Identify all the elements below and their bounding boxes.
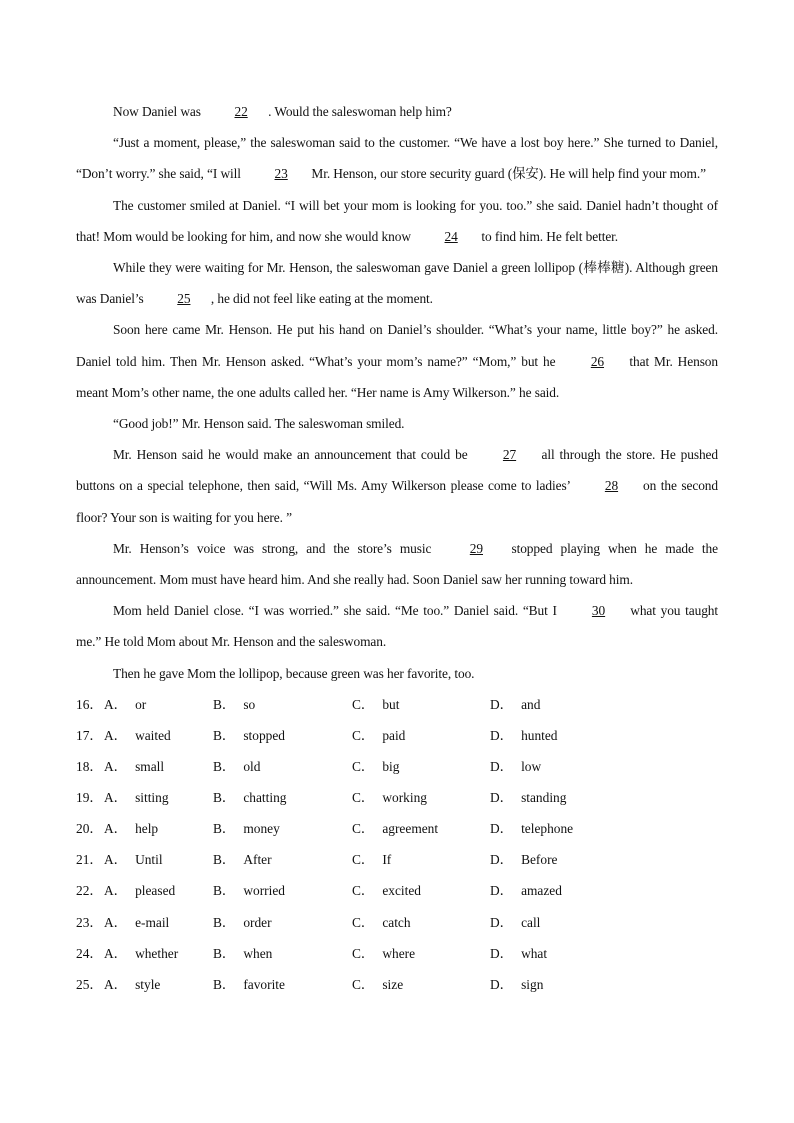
- option-letter: A．: [104, 727, 128, 743]
- passage-paragraph: [76, 127, 718, 189]
- option-text: money: [243, 821, 280, 837]
- answer-option[interactable]: [352, 720, 405, 751]
- option-letter: B．: [213, 883, 236, 899]
- option-letter: D．: [490, 883, 514, 899]
- answer-option[interactable]: [104, 938, 178, 969]
- paragraph-text: what you taught me.” He told Mom about Mr. Henson and the saleswoman.: [76, 603, 718, 650]
- passage-paragraph: [76, 533, 718, 595]
- answer-option[interactable]: [352, 844, 391, 875]
- option-letter: C．: [352, 914, 375, 930]
- question-number: 25．: [76, 976, 103, 992]
- option-text: After: [243, 852, 272, 868]
- option-text: working: [382, 790, 427, 806]
- answer-option[interactable]: [213, 720, 285, 751]
- answer-option[interactable]: [213, 844, 272, 875]
- option-text: pleased: [135, 883, 176, 899]
- option-letter: C．: [352, 790, 375, 806]
- answer-blank: 30: [591, 603, 606, 619]
- option-letter: C．: [352, 759, 375, 775]
- option-letter: D．: [490, 727, 514, 743]
- paragraph-text: Now Daniel was: [113, 104, 205, 119]
- answer-option[interactable]: [213, 938, 272, 969]
- question-number: 23．: [76, 914, 103, 930]
- question-number: 17．: [76, 727, 103, 743]
- option-letter: B．: [213, 727, 236, 743]
- option-text: or: [135, 696, 147, 712]
- option-text: amazed: [521, 883, 562, 899]
- option-letter: A．: [104, 914, 128, 930]
- option-letter: C．: [352, 696, 375, 712]
- answer-option[interactable]: [490, 751, 541, 782]
- option-letter: A．: [104, 696, 128, 712]
- option-letter: B．: [213, 976, 236, 992]
- answer-option[interactable]: [490, 689, 540, 720]
- option-text: help: [135, 821, 159, 837]
- option-text: telephone: [521, 821, 574, 837]
- question-number: 20．: [76, 821, 103, 837]
- answer-blank: 28: [604, 478, 619, 494]
- option-letter: A．: [104, 759, 128, 775]
- question-number: 16．: [76, 696, 103, 712]
- option-letter: B．: [213, 821, 236, 837]
- paragraph-text: to find him. He felt better.: [478, 228, 619, 244]
- option-letter: D．: [490, 852, 514, 868]
- option-letter: A．: [104, 976, 128, 992]
- option-letter: B．: [213, 914, 236, 930]
- answer-option[interactable]: [213, 875, 285, 906]
- option-letter: D．: [490, 696, 514, 712]
- option-text: catch: [382, 914, 411, 930]
- answer-option[interactable]: [352, 751, 399, 782]
- option-letter: C．: [352, 945, 375, 961]
- answer-blank: 26: [590, 353, 605, 369]
- question-row: [76, 938, 718, 969]
- answer-option[interactable]: [213, 782, 286, 813]
- option-letter: B．: [213, 696, 236, 712]
- answer-option[interactable]: [213, 813, 280, 844]
- option-text: small: [135, 759, 165, 775]
- option-text: call: [521, 914, 541, 930]
- option-text: order: [243, 914, 272, 930]
- option-text: old: [243, 759, 261, 775]
- passage-paragraph: [76, 252, 718, 314]
- passage-paragraph: [76, 658, 718, 689]
- answer-blank: 24: [444, 228, 458, 244]
- passage-paragraph: [76, 96, 718, 127]
- option-letter: B．: [213, 790, 236, 806]
- document-page: [76, 96, 718, 1000]
- answer-blank: 27: [502, 447, 517, 463]
- question-number: 24．: [76, 945, 103, 961]
- answer-option[interactable]: [352, 813, 438, 844]
- option-letter: A．: [104, 883, 128, 899]
- option-text: so: [243, 696, 256, 712]
- option-letter: D．: [490, 790, 514, 806]
- question-number: 22．: [76, 883, 103, 899]
- answer-blank: 22: [234, 104, 248, 119]
- paragraph-text: Mr. Henson, our store security guard (保安). He will help find your mom.”: [308, 166, 706, 182]
- answer-option[interactable]: [352, 875, 421, 906]
- answer-option[interactable]: [490, 875, 562, 906]
- option-text: agreement: [382, 821, 439, 837]
- answer-option[interactable]: [213, 969, 285, 1000]
- answer-option[interactable]: [490, 782, 566, 813]
- option-letter: A．: [104, 821, 128, 837]
- option-text: standing: [521, 790, 567, 806]
- question-row: [76, 813, 718, 844]
- answer-option[interactable]: [490, 938, 547, 969]
- cloze-passage: [76, 96, 718, 689]
- option-letter: C．: [352, 727, 375, 743]
- option-text: If: [382, 852, 392, 868]
- answer-option[interactable]: [352, 969, 403, 1000]
- option-text: low: [521, 759, 542, 775]
- question-row: [76, 844, 718, 875]
- question-row: [76, 782, 718, 813]
- option-letter: D．: [490, 976, 514, 992]
- answer-option[interactable]: [104, 751, 164, 782]
- question-number: 18．: [76, 759, 103, 775]
- answer-blank: 23: [274, 166, 288, 182]
- option-letter: C．: [352, 976, 375, 992]
- answer-option[interactable]: [104, 689, 146, 720]
- question-number: 19．: [76, 790, 103, 806]
- option-text: favorite: [243, 976, 285, 992]
- paragraph-text: Soon here came Mr. Henson. He put his hand on Daniel’s shoulder. “What’s your name, little boy?” he asked. Daniel told him. Then Mr. Henson asked. “What’s your mom’s name?” “Mom,” but he: [76, 322, 718, 369]
- passage-paragraph: [76, 314, 718, 408]
- option-text: worried: [243, 883, 285, 899]
- option-text: but: [382, 696, 400, 712]
- option-letter: D．: [490, 759, 514, 775]
- answer-option[interactable]: [352, 782, 427, 813]
- answer-option[interactable]: [104, 813, 158, 844]
- option-letter: C．: [352, 852, 375, 868]
- paragraph-text: “Just a moment, please,” the saleswoman said to the customer. “We have a lost boy here.” She turned to Daniel, “Don’t worry.” she said, “I will: [76, 135, 718, 182]
- paragraph-text: The customer smiled at Daniel. “I will bet your mom is looking for you. too.” she said. Daniel hadn’t thought of that! Mom would be looking for him, and now she would know: [76, 197, 718, 244]
- answer-option[interactable]: [352, 907, 411, 938]
- option-letter: B．: [213, 852, 236, 868]
- answer-option[interactable]: [490, 907, 540, 938]
- option-letter: B．: [213, 945, 236, 961]
- option-text: style: [135, 976, 161, 992]
- option-letter: D．: [490, 945, 514, 961]
- answer-option[interactable]: [490, 844, 558, 875]
- option-text: excited: [382, 883, 421, 899]
- question-row: [76, 969, 718, 1000]
- passage-paragraph: [76, 439, 718, 533]
- option-text: paid: [382, 727, 406, 743]
- answer-option[interactable]: [490, 813, 573, 844]
- question-options-list: [76, 689, 718, 1000]
- paragraph-text: While they were waiting for Mr. Henson, the saleswoman gave Daniel a green lollipop (棒棒糖). Although green was Daniel’s: [76, 260, 718, 307]
- option-text: Until: [135, 852, 163, 868]
- option-letter: A．: [104, 790, 128, 806]
- passage-paragraph: [76, 408, 718, 439]
- passage-paragraph: [76, 595, 718, 657]
- option-text: what: [521, 945, 548, 961]
- question-row: [76, 751, 718, 782]
- option-text: big: [382, 759, 400, 775]
- option-text: Before: [521, 852, 558, 868]
- option-text: when: [243, 945, 273, 961]
- paragraph-text: Then he gave Mom the lollipop, because green was her favorite, too.: [113, 665, 475, 681]
- question-number: 21．: [76, 852, 103, 868]
- answer-option[interactable]: [213, 689, 255, 720]
- answer-option[interactable]: [104, 875, 175, 906]
- answer-option[interactable]: [104, 907, 169, 938]
- answer-option[interactable]: [104, 844, 163, 875]
- answer-option[interactable]: [352, 689, 399, 720]
- question-row: [76, 875, 718, 906]
- option-text: and: [521, 696, 541, 712]
- answer-option[interactable]: [104, 782, 169, 813]
- answer-option[interactable]: [352, 938, 415, 969]
- paragraph-text: all through the store. He pushed buttons on a special telephone, then said, “Will Ms. Amy Wilkerson please come to ladies’: [76, 447, 718, 494]
- option-letter: C．: [352, 821, 375, 837]
- paragraph-text: on the second floor? Your son is waiting for you here. ”: [76, 478, 718, 525]
- answer-option[interactable]: [213, 907, 272, 938]
- option-text: hunted: [521, 727, 558, 743]
- paragraph-text: Mr. Henson’s voice was strong, and the store’s music: [113, 540, 440, 556]
- option-letter: D．: [490, 821, 514, 837]
- paragraph-text: stopped playing when he made the announcement. Mom must have heard him. And she really had. Soon Daniel saw her running toward him.: [76, 540, 718, 588]
- option-text: sign: [521, 976, 544, 992]
- option-text: e-mail: [135, 914, 170, 930]
- paragraph-text: Mr. Henson said he would make an announcement that could be: [113, 447, 473, 463]
- paragraph-text: that Mr. Henson meant Mom’s other name, the one adults called her. “Her name is Amy Wilkerson.” he said.: [76, 353, 718, 400]
- answer-option[interactable]: [104, 969, 160, 1000]
- answer-option[interactable]: [213, 751, 260, 782]
- paragraph-text: Mom held Daniel close. “I was worried.” she said. “Me too.” Daniel said. “But I: [113, 603, 562, 619]
- option-text: whether: [135, 945, 179, 961]
- answer-option[interactable]: [490, 720, 558, 751]
- answer-option[interactable]: [104, 720, 171, 751]
- option-letter: C．: [352, 883, 375, 899]
- question-row: [76, 907, 718, 938]
- option-letter: D．: [490, 914, 514, 930]
- paragraph-text: “Good job!” Mr. Henson said. The saleswoman smiled.: [113, 416, 405, 432]
- option-text: where: [382, 945, 416, 961]
- option-text: chatting: [243, 790, 287, 806]
- option-letter: B．: [213, 759, 236, 775]
- option-letter: A．: [104, 945, 128, 961]
- option-text: stopped: [243, 727, 285, 743]
- passage-paragraph: [76, 190, 718, 252]
- option-letter: A．: [104, 852, 128, 868]
- answer-blank: 25: [177, 291, 191, 307]
- option-text: size: [382, 976, 404, 992]
- question-row: [76, 720, 718, 751]
- option-text: sitting: [135, 790, 169, 806]
- answer-option[interactable]: [490, 969, 543, 1000]
- answer-blank: 29: [469, 540, 483, 556]
- question-row: [76, 689, 718, 720]
- paragraph-text: , he did not feel like eating at the moment.: [210, 291, 433, 307]
- paragraph-text: . Would the saleswoman help him?: [268, 104, 452, 119]
- option-text: waited: [135, 727, 171, 743]
